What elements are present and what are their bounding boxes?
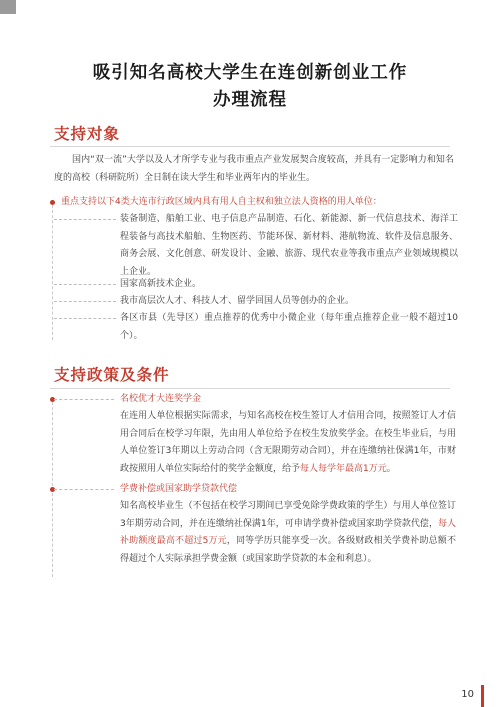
item-connector <box>54 399 114 400</box>
page-number: 10 <box>461 689 474 700</box>
policy-2-text: 知名高校毕业生（不包括在校学习期间已享受免除学费政策的学生）与用人单位签订3年期劳动合同，并在连缴纳社保满1年，可申请学费补偿或国家助学贷款代偿，每人补助额度最高不超过5万元，同等学历只能享受一次。各级财政相关学费补助总额不得超过个人实际承担学费金额（或国家助学贷款的本金和利息）。 <box>120 501 456 564</box>
policy-1-heading: 名校优才大连奖学金 <box>120 394 202 404</box>
support-item-4: 各区市县（先导区）重点推荐的优秀中小微企业（每年重点推荐企业一般不超过10个）。 <box>120 313 458 341</box>
policy-1-text: 在连用人单位根据实际需求，与知名高校在校生签订人才信用合同，按照签订人才信用合同后在校学习年限，先由用人单位给予在校生发放奖学金。在校生毕业后，与用人单位签订3年期以上劳动合同（含无限期劳动合同），并在连缴纳社保满1年，市财政按照用人单位实际给付的奖学金额度，给予每人每学年最高1万元。 <box>120 411 456 474</box>
item-connector <box>54 318 116 319</box>
policy-1-highlight: 每人每学年最高1万元 <box>300 463 387 474</box>
item-connector <box>54 489 114 490</box>
policy-2-highlight: 每人补助额度最高不超过5万元 <box>120 518 456 546</box>
support-item-2: 国家高新技术企业。 <box>120 279 202 289</box>
support-heading: 重点支持以下4类大连市行政区域内具有用人自主权和独立法人资格的用人单位： <box>61 197 382 207</box>
section-divider <box>50 146 450 147</box>
page-number-accent <box>481 685 484 707</box>
section-divider <box>50 388 450 389</box>
item-connector <box>54 284 116 285</box>
support-timeline <box>52 200 53 340</box>
page-title-line1: 吸引知名高校大学生在连创新创业工作 <box>92 63 408 83</box>
item-connector <box>54 219 116 220</box>
item-connector <box>54 301 116 302</box>
policy-2-heading: 学费补偿或国家助学贷款代偿 <box>120 484 238 494</box>
page-title-line2: 办理流程 <box>213 90 287 110</box>
support-item-3: 我市高层次人才、科技人才、留学回国人员等创办的企业。 <box>120 296 355 306</box>
timeline-node <box>50 200 55 205</box>
support-item-1: 装备制造、船舶工业、电子信息产品制造、石化、新能源、新一代信息技术、海洋工程装备与高技术船舶、生物医药、节能环保、新材料、港航物流、软件及信息服务、商务会展、文化创意、研发设计、金融、旅游、现代农业等我市重点产业领域规模以上企业。 <box>120 214 458 277</box>
corner-decoration <box>0 0 16 14</box>
section-title-target: 支持对象 <box>54 125 121 143</box>
target-intro: 国内“双一流”大学以及人才所学专业与我市重点产业发展契合度较高，并具有一定影响力和知名度的高校（科研院所）全日制在读大学生和毕业两年内的毕业生。 <box>54 155 454 183</box>
section-title-policy: 支持政策及条件 <box>54 366 170 384</box>
